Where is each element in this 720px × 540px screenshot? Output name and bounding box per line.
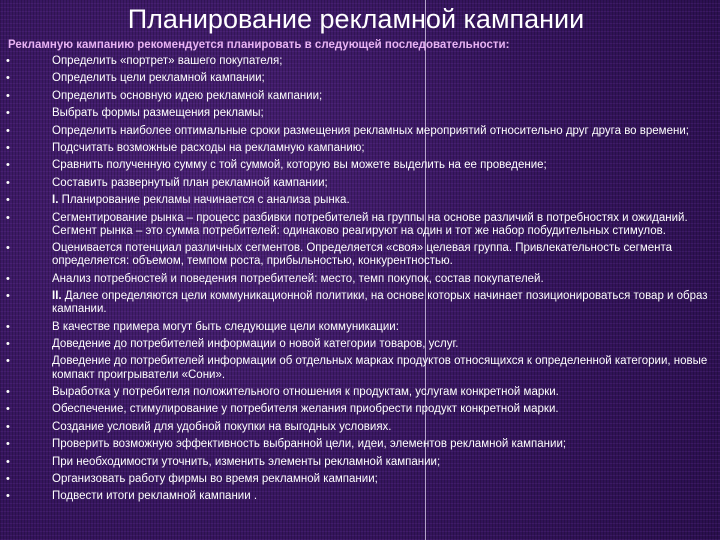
list-item: [6, 386, 714, 399]
bullet-icon: •: [6, 473, 10, 486]
list-item: [6, 403, 714, 416]
bullet-icon: •: [6, 386, 10, 399]
list-item-text: Составить развернутый план рекламной кампании;: [52, 176, 328, 189]
bullet-icon: •: [6, 290, 10, 303]
bullet-icon: •: [6, 438, 10, 451]
bullet-icon: •: [6, 89, 10, 102]
list-item-text: Выработка у потребителя положительного отношения к продуктам, услугам конкретной марки.: [52, 386, 559, 399]
list-item: [6, 273, 714, 286]
bullet-icon: •: [6, 490, 10, 503]
list-item-text: Доведение до потребителей информации о новой категории товаров, услуг.: [52, 338, 459, 351]
section-number: I.: [52, 194, 59, 207]
list-item: [6, 456, 714, 469]
bullet-icon: •: [6, 72, 10, 85]
list-item: [6, 438, 714, 451]
list-item: [6, 177, 714, 190]
list-item-text: Планирование рекламы начинается с анализа рынка.: [58, 194, 350, 207]
list-item-text: Оценивается потенциал различных сегментов. Определяется «своя» целевая группа. Привлекательность сегмента определяется: объемом, темпом роста, прибыльностью, конкурентностью.: [52, 242, 673, 268]
list-item: [6, 473, 714, 486]
bullet-icon: •: [6, 355, 10, 368]
list-item: [6, 490, 714, 503]
list-item-text: Определить основную идею рекламной кампании;: [52, 89, 323, 102]
bullet-icon: •: [6, 455, 10, 468]
list-item-text: Определить наиболее оптимальные сроки размещения рекламных мероприятий относительно друг друга во времени;: [52, 124, 689, 137]
list-item: [6, 159, 714, 172]
bullet-icon: •: [6, 403, 10, 416]
bullet-icon: •: [6, 272, 10, 285]
list-item: [6, 290, 714, 316]
list-item: [6, 421, 714, 434]
list-item: [6, 242, 714, 268]
bullet-list: [6, 55, 714, 508]
list-item: [6, 107, 714, 120]
bullet-icon: •: [6, 242, 10, 255]
list-item-text: Далее определяются цели коммуникационной политики, на основе которых начинает позиционироваться товар и образ кампании.: [52, 290, 708, 316]
list-item: [6, 55, 714, 68]
bullet-icon: •: [6, 141, 10, 154]
list-item: [6, 90, 714, 103]
list-item-text: Доведение до потребителей информации об отдельных марках продуктов относящихся к определенной категории, новые компакт проигрыватели «Сони».: [52, 355, 708, 381]
bullet-icon: •: [6, 176, 10, 189]
bullet-icon: •: [6, 159, 10, 172]
bullet-icon: •: [6, 211, 10, 224]
list-item: [6, 321, 714, 334]
list-item-text: Подвести итоги рекламной кампании .: [52, 490, 258, 503]
bullet-icon: •: [6, 194, 10, 207]
list-item-text: Сегментирование рынка – процесс разбивки потребителей на группы на основе различий в потребностях и ожиданий. Сегмент рынка – это сумма потребителей: одинаково реагируют на один и тот же набор побудительных стимулов.: [52, 211, 688, 237]
bullet-icon: •: [6, 55, 10, 67]
list-item-text: Определить цели рекламной кампании;: [52, 72, 265, 85]
bullet-icon: •: [6, 338, 10, 351]
list-item-text: Сравнить полученную сумму с той суммой, которую вы можете выделить на ее проведение;: [52, 159, 547, 172]
list-item-text: Подсчитать возможные расходы на рекламную кампанию;: [52, 141, 365, 154]
intro-text: Рекламную кампанию рекомендуется планировать в следующей последовательности:: [8, 39, 510, 51]
bullet-icon: •: [6, 107, 10, 120]
bullet-icon: •: [6, 124, 10, 137]
list-item: [6, 72, 714, 85]
list-item: [6, 125, 714, 138]
list-item-text: Анализ потребностей и поведения потребителей: место, темп покупок, состав покупателей.: [52, 272, 544, 285]
list-item-text: Выбрать формы размещения рекламы;: [52, 107, 264, 120]
bullet-icon: •: [6, 420, 10, 433]
slide-title: Планирование рекламной кампании: [127, 4, 585, 34]
list-item-text: Проверить возможную эффективность выбранной цели, идеи, элементов рекламной кампании;: [52, 438, 567, 451]
bullet-icon: •: [6, 320, 10, 333]
list-item: [6, 338, 714, 351]
list-item-text: Обеспечение, стимулирование у потребителя желания приобрести продукт конкретной марки.: [52, 403, 559, 416]
section-number: II.: [52, 290, 62, 303]
list-item: [6, 212, 714, 238]
list-item-text: Создание условий для удобной покупки на выгодных условиях.: [52, 420, 392, 433]
list-item-text: Организовать работу фирмы во время рекламной кампании;: [52, 473, 378, 486]
list-item: [6, 355, 714, 381]
list-item: [6, 142, 714, 155]
list-item-text: Определить «портрет» вашего покупателя;: [52, 55, 283, 67]
list-item-text: В качестве примера могут быть следующие цели коммуникации:: [52, 320, 399, 333]
list-item-text: При необходимости уточнить, изменить элементы рекламной кампании;: [52, 455, 441, 468]
list-item: [6, 194, 714, 207]
